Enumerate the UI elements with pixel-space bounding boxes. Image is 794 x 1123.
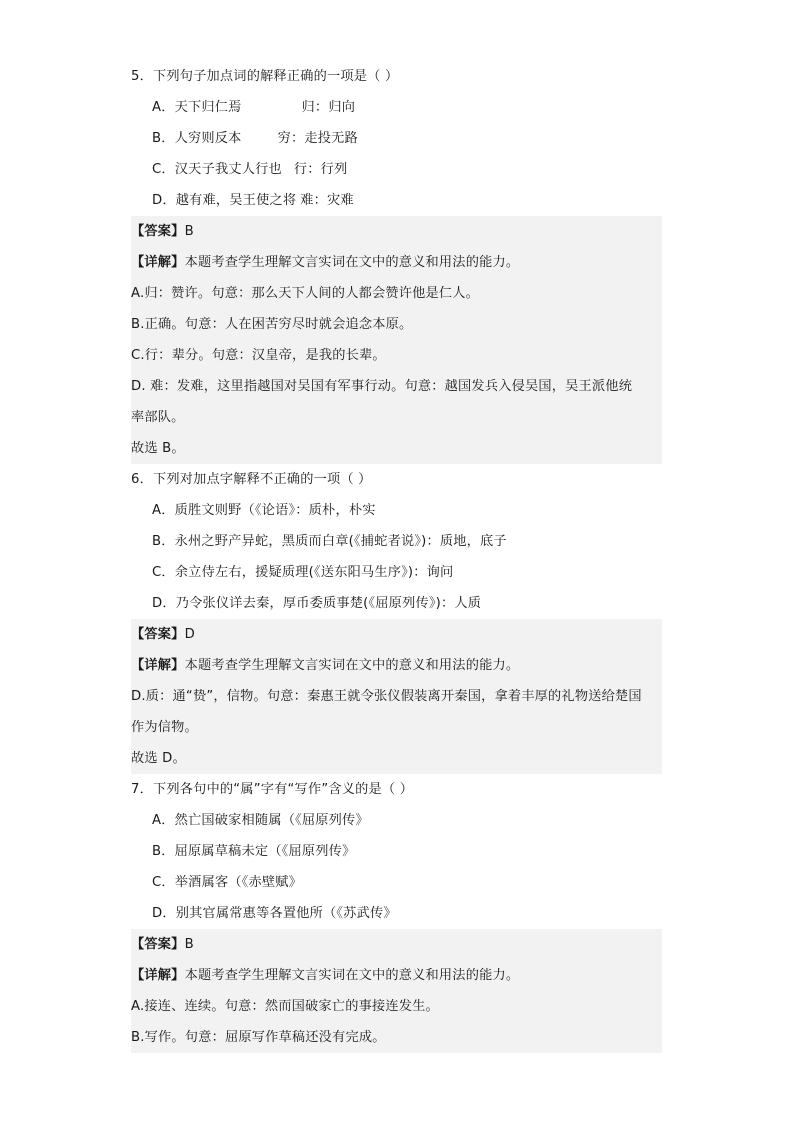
answer-value: B: [184, 224, 194, 239]
answer-line: [131, 619, 662, 650]
option-gloss: 难：灾难: [300, 193, 354, 208]
option-b: B．永州之野产异蛇，黑质而白章(《捕蛇者说》)：质地，底子: [152, 534, 507, 549]
option-gloss: 穷：走投无路: [277, 131, 358, 146]
option-c: C．余立侍左右，援疑质理(《送东阳马生序》)：询问: [152, 565, 454, 580]
option-text: B．人穷则反本: [152, 131, 242, 146]
explain-line: D.质：通“贽”，信物。句意：秦惠王就令张仪假装离开秦国，拿着丰厚的礼物送给楚国: [131, 689, 642, 704]
option-gloss: 行：行列: [293, 162, 348, 177]
question-stem: 6．下列对加点字解释不正确的一项（ ）: [131, 472, 372, 487]
option-text: A．天下归仁焉: [152, 100, 242, 115]
question-5: [131, 61, 662, 464]
explain-line: C.行：辈分。句意：汉皇帝，是我的长辈。: [131, 348, 386, 363]
detail-line: [131, 650, 662, 681]
explain-line: 故选 D。: [131, 751, 186, 766]
explain-line: B.写作。句意：屈原写作草稿还没有完成。: [131, 1030, 386, 1045]
option-a: A．质胜文则野（《论语》：质朴，朴实: [152, 503, 376, 518]
option-text: C．汉天子我丈人行也: [152, 162, 282, 177]
explain-line: 率部队。: [131, 410, 185, 425]
answer-block: [131, 929, 662, 1053]
option-text: D．越有难，吴王使之将: [152, 193, 297, 208]
detail-tag: 【详解】: [131, 255, 185, 270]
question-stem: 7．下列各句中的“属”字有“写作”含义的是（ ）: [131, 782, 414, 797]
detail-line: [131, 247, 662, 278]
detail-tag: 【详解】: [131, 658, 185, 673]
answer-line: [131, 929, 662, 960]
option-gloss: 归：归向: [301, 100, 356, 115]
document-page: [131, 61, 662, 1053]
option-c: C．举酒属客（《赤壁赋》: [152, 875, 303, 890]
option-b: [131, 123, 662, 154]
answer-line: [131, 216, 662, 247]
detail-line: [131, 960, 662, 991]
option-c: [131, 154, 662, 185]
answer-value: B: [184, 937, 194, 952]
explain-line: 故选 B。: [131, 441, 185, 456]
detail-text: 本题考查学生理解文言实词在文中的意义和用法的能力。: [184, 968, 520, 983]
option-a: A．然亡国破家相随属（《屈原列传》: [152, 813, 369, 828]
detail-tag: 【详解】: [131, 968, 185, 983]
question-7: [131, 774, 662, 1053]
answer-block: [131, 619, 662, 774]
answer-tag: 【答案】: [131, 627, 185, 642]
answer-block: [131, 216, 662, 464]
option-b: B．屈原属草稿未定（《屈原列传》: [152, 844, 356, 859]
answer-tag: 【答案】: [131, 224, 185, 239]
option-a: [131, 92, 662, 123]
option-d: D．别其官属常惠等各置他所（《苏武传》: [152, 906, 397, 921]
explain-line: A.归：赞许。句意：那么天下人间的人都会赞许他是仁人。: [131, 286, 480, 301]
explain-line: D. 难：发难，这里指越国对吴国有军事行动。句意：越国发兵入侵吴国，吴王派他统: [131, 379, 633, 394]
option-d: D．乃令张仪详去秦，厚币委质事楚(《屈原列传》)：人质: [152, 596, 482, 611]
detail-text: 本题考查学生理解文言实词在文中的意义和用法的能力。: [184, 658, 520, 673]
detail-text: 本题考查学生理解文言实词在文中的意义和用法的能力。: [184, 255, 520, 270]
explain-line: A.接连、连续。句意：然而国破家亡的事接连发生。: [131, 999, 439, 1014]
explain-line: 作为信物。: [131, 720, 198, 735]
answer-tag: 【答案】: [131, 937, 185, 952]
question-6: [131, 464, 662, 774]
question-stem: 5．下列句子加点词的解释正确的一项是（ ）: [131, 69, 399, 84]
answer-value: D: [184, 627, 195, 642]
explain-line: B.正确。句意：人在困苦穷尽时就会追念本原。: [131, 317, 413, 332]
option-d: [131, 185, 662, 216]
